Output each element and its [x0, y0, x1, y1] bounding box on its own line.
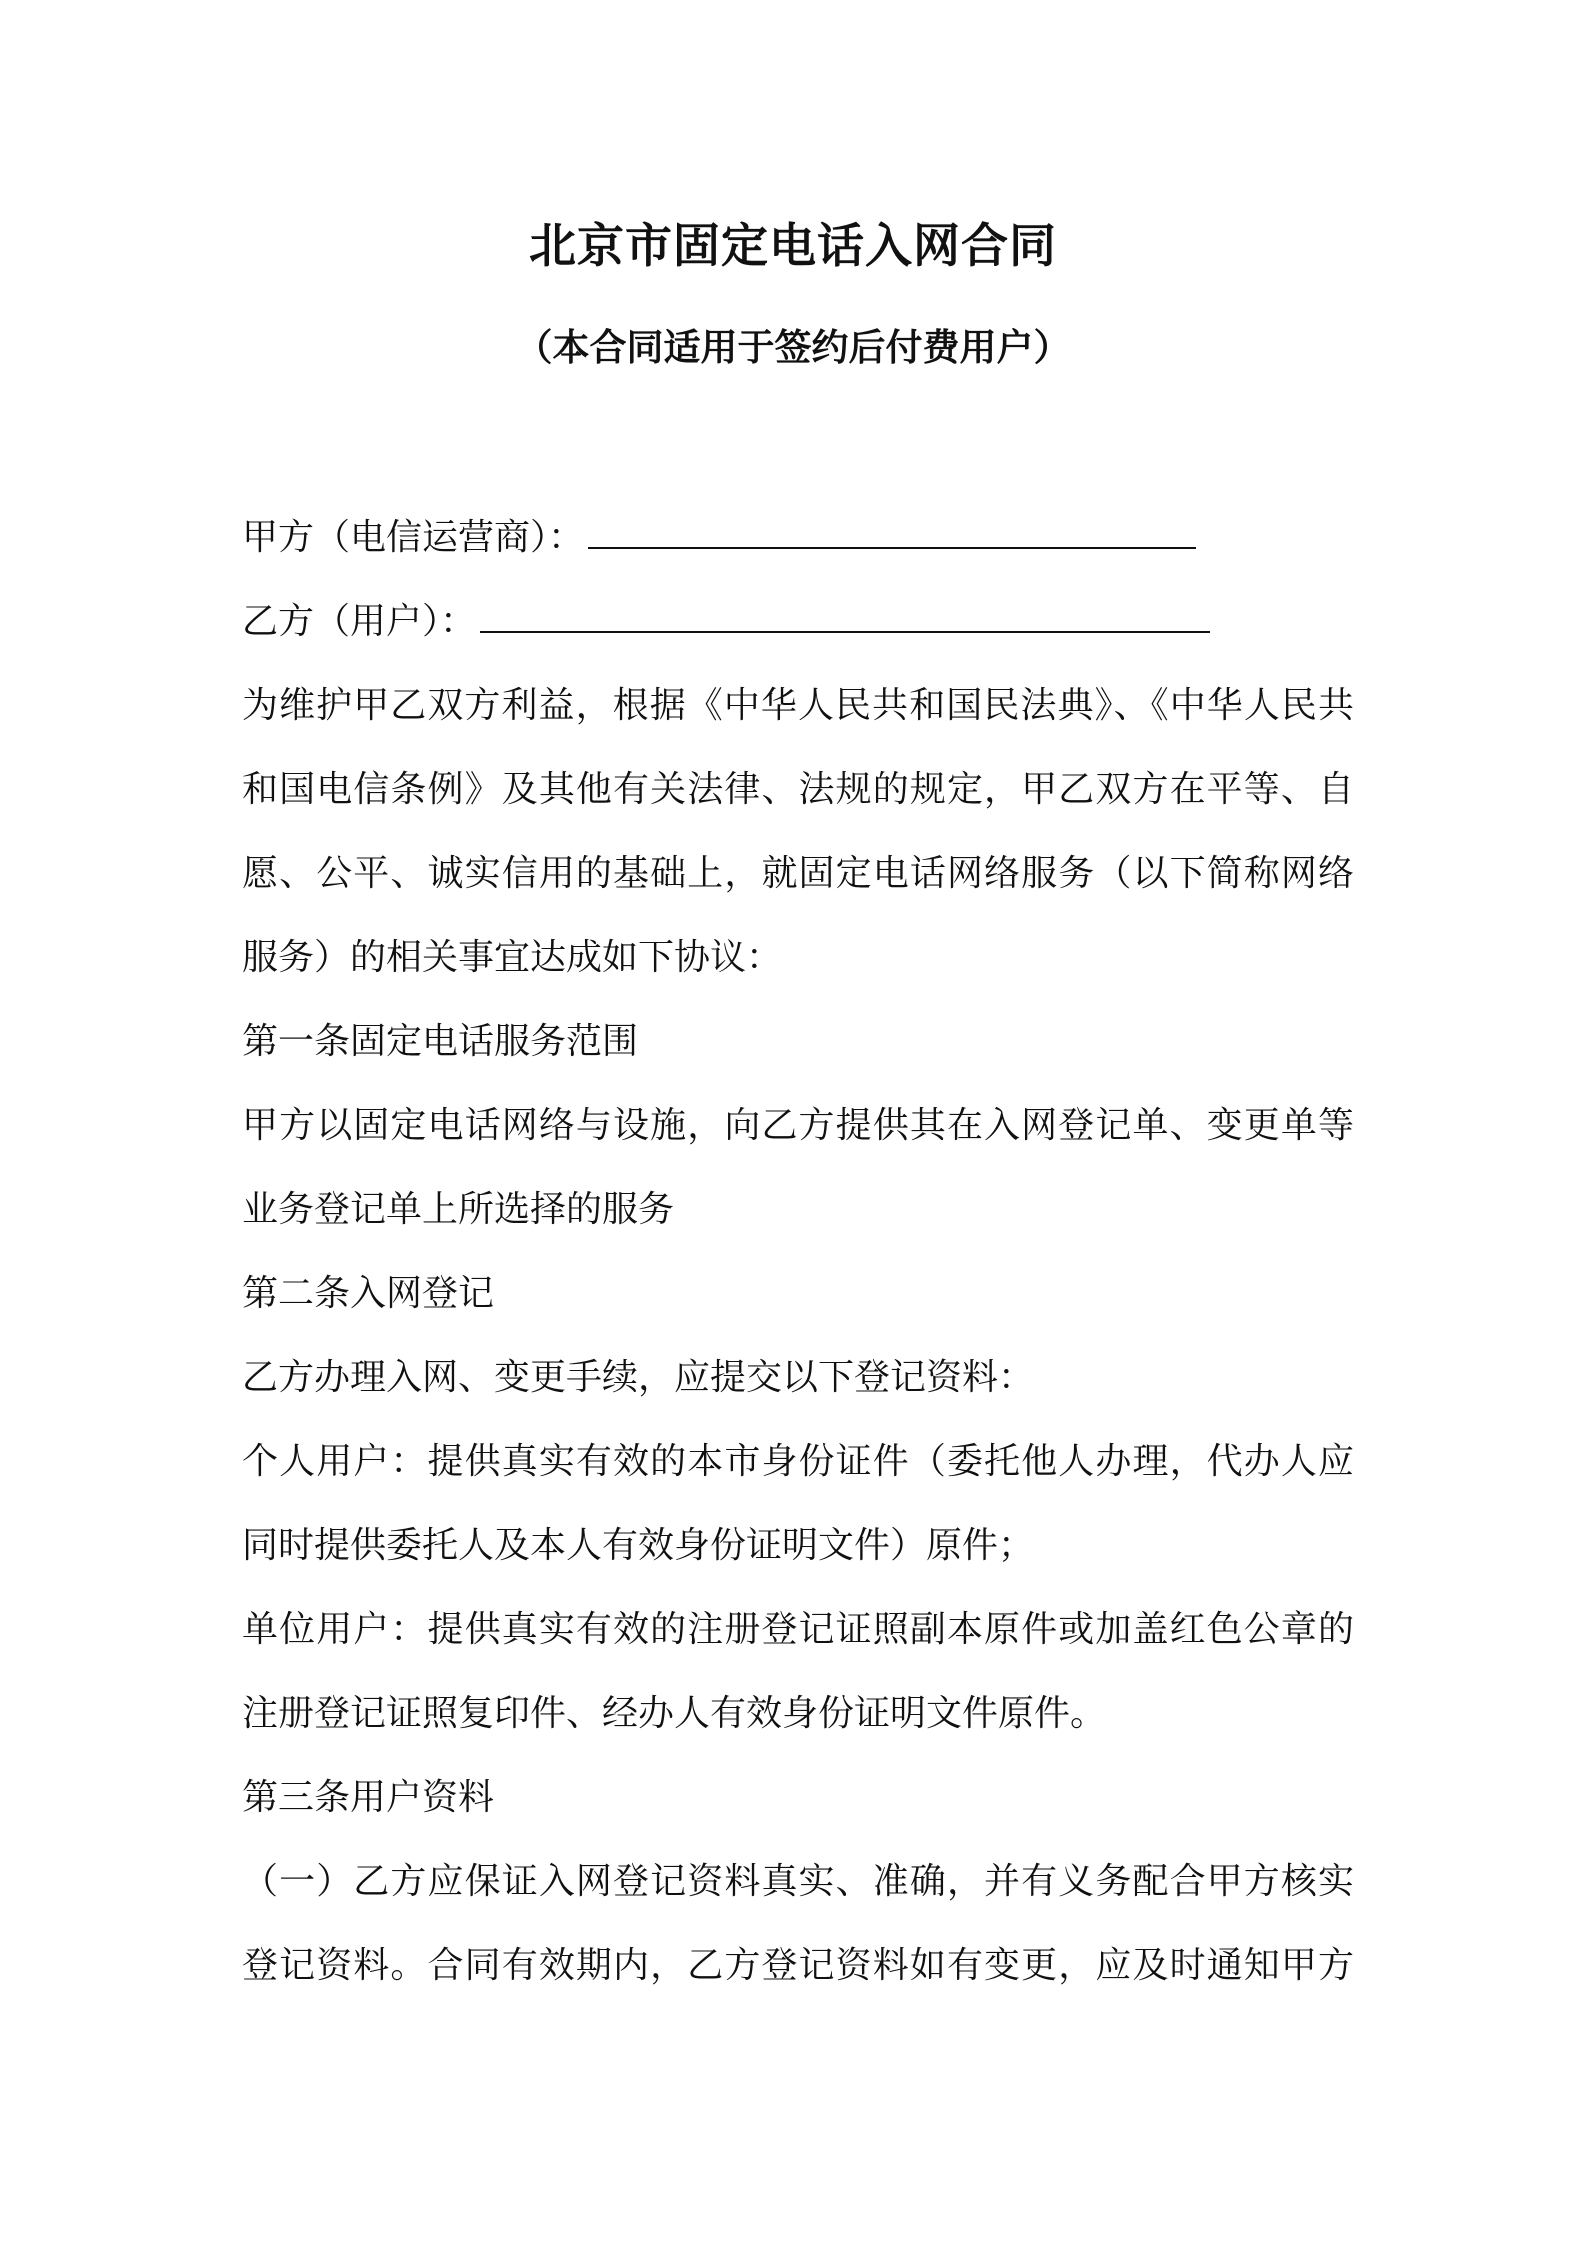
preamble-line-1: 为维护甲乙双方利益，根据《中华人民共和国民法典》、《中华人民共 [242, 685, 1354, 726]
document-title: 北京市固定电话入网合同 [529, 219, 1057, 274]
article2-intro: 乙方办理入网、变更手续，应提交以下登记资料： [242, 1357, 1035, 1398]
article2-personal-line-1: 个人用户：提供真实有效的本市身份证件（委托他人办理，代办人应 [242, 1441, 1354, 1482]
party-a-label: 甲方（电信运营商）： [242, 517, 585, 558]
article1-line-1: 甲方以固定电话网络与设施，向乙方提供其在入网登记单、变更单等 [242, 1105, 1354, 1146]
party-a-line [242, 496, 1354, 580]
article2-company-line-2: 注册登记证照复印件、经办人有效身份证明文件原件。 [242, 1693, 1107, 1734]
party-a-blank[interactable] [588, 519, 1196, 549]
party-b-label: 乙方（用户）： [242, 601, 477, 642]
preamble-line-2: 和国电信条例》及其他有关法律、法规的规定，甲乙双方在平等、自 [242, 769, 1354, 810]
document-subtitle: （本合同适用于签约后付费用户） [515, 326, 1071, 369]
article1-line-2: 业务登记单上所选择的服务 [242, 1189, 675, 1230]
preamble-line-3: 愿、公平、诚实信用的基础上，就固定电话网络服务（以下简称网络 [242, 853, 1354, 894]
article1-heading: 第一条固定电话服务范围 [242, 1021, 639, 1062]
article2-personal-line-2: 同时提供委托人及本人有效身份证明文件）原件； [242, 1525, 1035, 1566]
contract-body [242, 496, 1354, 2008]
article3-line-1: （一）乙方应保证入网登记资料真实、准确，并有义务配合甲方核实 [242, 1861, 1354, 1902]
article2-company-line-1: 单位用户：提供真实有效的注册登记证照副本原件或加盖红色公章的 [242, 1609, 1354, 1650]
party-b-blank[interactable] [480, 603, 1210, 633]
article2-heading: 第二条入网登记 [242, 1273, 495, 1314]
article3-heading: 第三条用户资料 [242, 1777, 495, 1818]
article3-line-2: 登记资料。合同有效期内，乙方登记资料如有变更，应及时通知甲方 [242, 1945, 1354, 1986]
party-b-line [242, 580, 1354, 664]
preamble-line-4: 服务）的相关事宜达成如下协议： [242, 937, 783, 978]
